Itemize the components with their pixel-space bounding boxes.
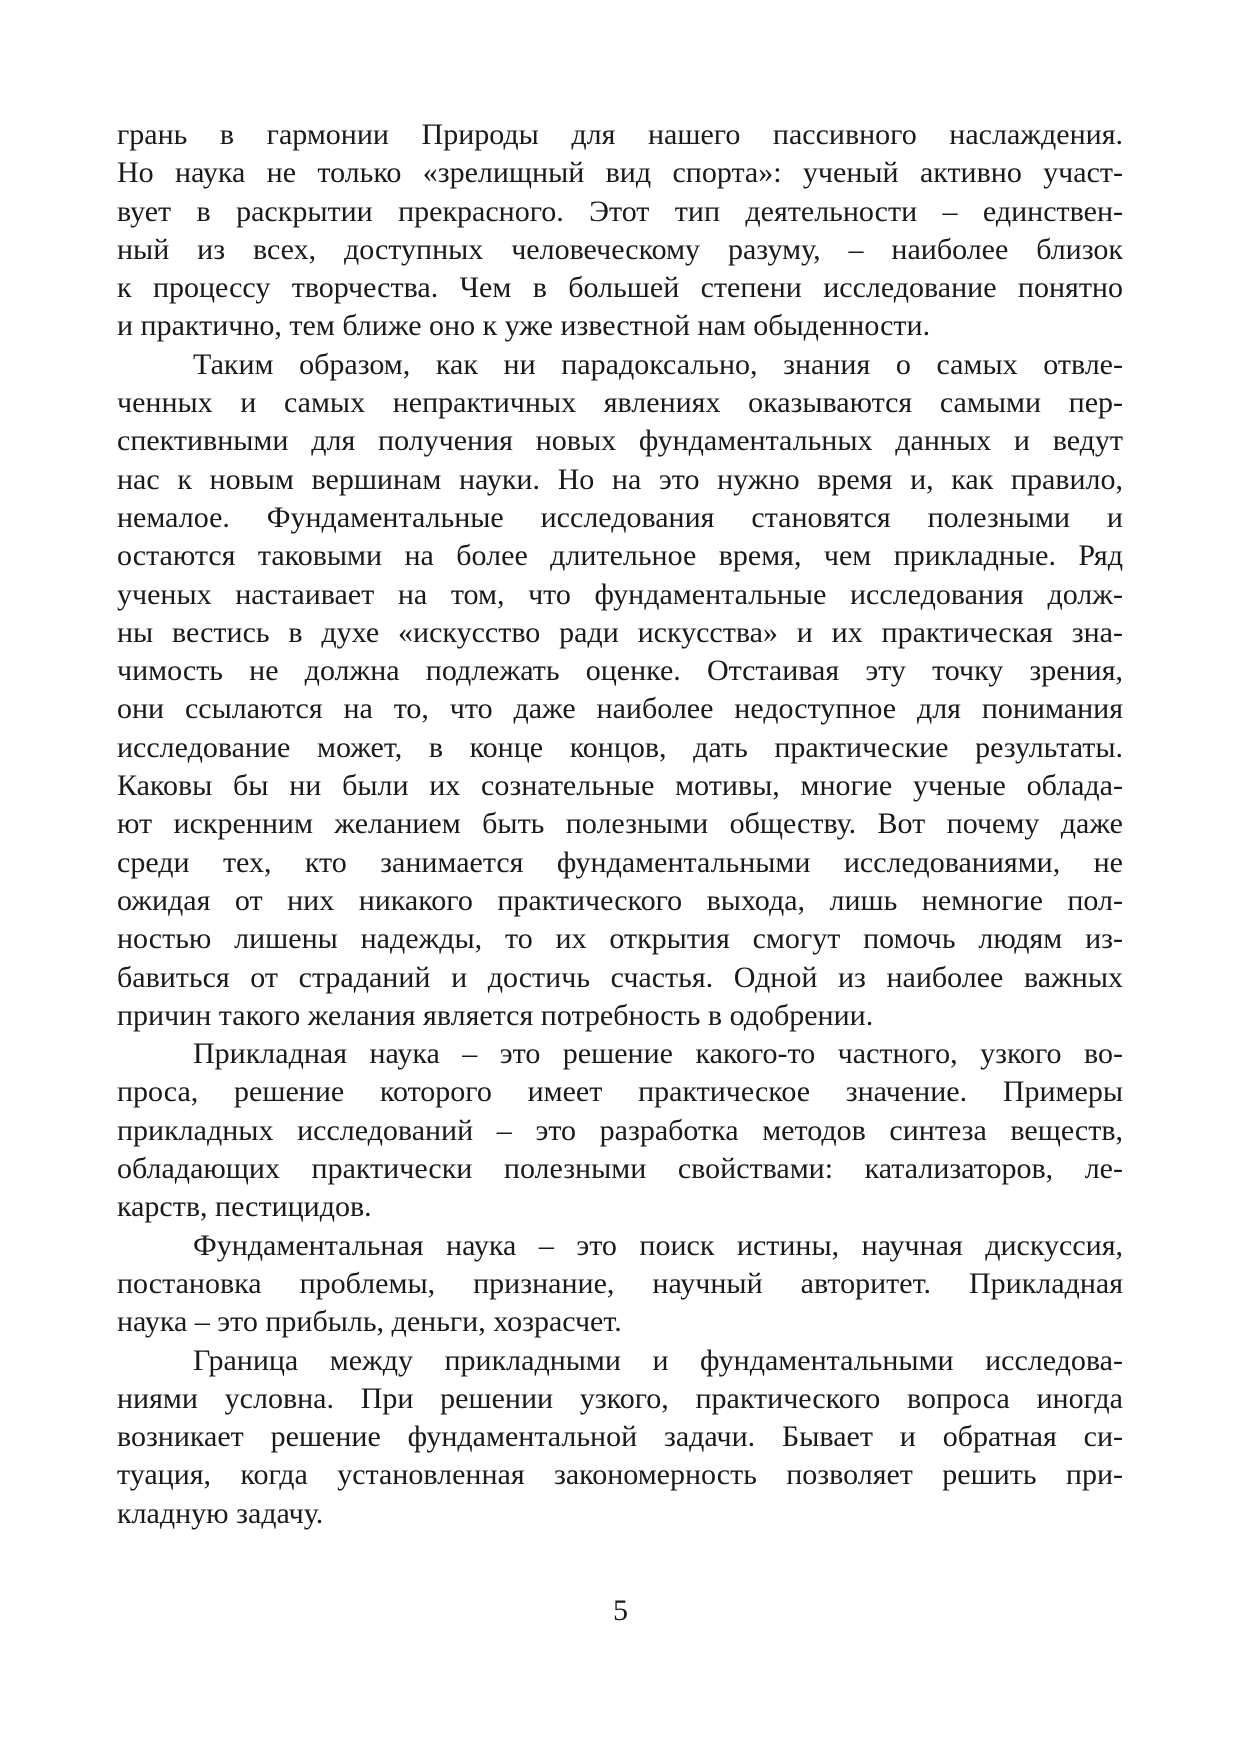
text-line: грань в гармонии Природы для нашего пассивного наслаждения. xyxy=(117,118,1123,151)
text-line: туация, когда установленная закономерность позволяет решить при- xyxy=(117,1458,1123,1492)
text-line: ученых настаивает на том, что фундаментальные исследования долж- xyxy=(117,577,1123,611)
text-line: исследование может, в конце концов, дать практические результаты. xyxy=(117,730,1123,764)
text-line: они ссылаются на то, что даже наиболее недоступное для понимания xyxy=(117,692,1123,726)
text-line: к процессу творчества. Чем в большей степени исследование понятно xyxy=(117,271,1123,305)
text-line: ный из всех, доступных человеческому разуму, – наиболее близок xyxy=(117,232,1123,266)
paragraph xyxy=(117,1342,1123,1533)
text-line: Прикладная наука – это решение какого-то частного, узкого во- xyxy=(193,1037,1123,1071)
text-line: ниями условна. При решении узкого, практического вопроса иногда xyxy=(117,1381,1123,1415)
text-line: ожидая от них никакого практического выхода, лишь немногие пол- xyxy=(117,883,1123,917)
text-line: Каковы бы ни были их сознательные мотивы, многие ученые облада- xyxy=(117,769,1123,803)
text-line: кладную задачу. xyxy=(117,1496,324,1530)
text-line: немалое. Фундаментальные исследования становятся полезными и xyxy=(117,500,1123,534)
text-line: Но наука не только «зрелищный вид спорта»: ученый активно участ- xyxy=(117,156,1123,190)
text-line: Граница между прикладными и фундаментальными исследова- xyxy=(193,1343,1123,1377)
text-line: карств, пестицидов. xyxy=(117,1190,372,1224)
paragraph xyxy=(117,1227,1123,1342)
paragraph xyxy=(117,346,1123,1035)
text-line: и практично, тем ближе оно к уже известной нам обыденности. xyxy=(117,309,931,343)
text-line: ны вестись в духе «искусство ради искусства» и их практическая зна- xyxy=(117,615,1123,649)
text-line: нас к новым вершинам науки. Но на это нужно время и, как правило, xyxy=(117,462,1123,496)
text-line: чимость не должна подлежать оценке. Отстаивая эту точку зрения, xyxy=(117,654,1123,688)
text-line: наука – это прибыль, деньги, хозрасчет. xyxy=(117,1305,622,1339)
page-number: 5 xyxy=(613,1594,628,1627)
text-line: возникает решение фундаментальной задачи. Бывает и обратная си- xyxy=(117,1420,1123,1454)
text-line: Таким образом, как ни парадоксально, знания о самых отвле- xyxy=(193,347,1123,381)
text-line: проса, решение которого имеет практическое значение. Примеры xyxy=(117,1075,1123,1109)
text-line: остаются таковыми на более длительное время, чем прикладные. Ряд xyxy=(117,539,1123,573)
text-line: ностью лишены надежды, то их открытия смогут помочь людям из- xyxy=(117,922,1123,956)
text-line: спективными для получения новых фундаментальных данных и ведут xyxy=(117,424,1123,458)
body-text xyxy=(117,116,1123,1533)
text-line: ют искренним желанием быть полезными обществу. Вот почему даже xyxy=(117,807,1123,841)
text-line: Фундаментальная наука – это поиск истины, научная дискуссия, xyxy=(193,1228,1123,1262)
text-line: ченных и самых непрактичных явлениях оказываются самыми пер- xyxy=(117,386,1123,420)
paragraph xyxy=(117,116,1123,346)
paragraph xyxy=(117,1035,1123,1226)
text-line: бавиться от страданий и достичь счастья. Одной из наиболее важных xyxy=(117,960,1123,994)
text-line: постановка проблемы, признание, научный авторитет. Прикладная xyxy=(117,1266,1123,1300)
text-line: прикладных исследований – это разработка методов синтеза веществ, xyxy=(117,1113,1123,1147)
text-line: причин такого желания является потребность в одобрении. xyxy=(117,998,874,1032)
text-line: вует в раскрытии прекрасного. Этот тип деятельности – единствен- xyxy=(117,194,1123,228)
text-line: обладающих практически полезными свойствами: катализаторов, ле- xyxy=(117,1152,1123,1186)
text-line: среди тех, кто занимается фундаментальными исследованиями, не xyxy=(117,845,1123,879)
